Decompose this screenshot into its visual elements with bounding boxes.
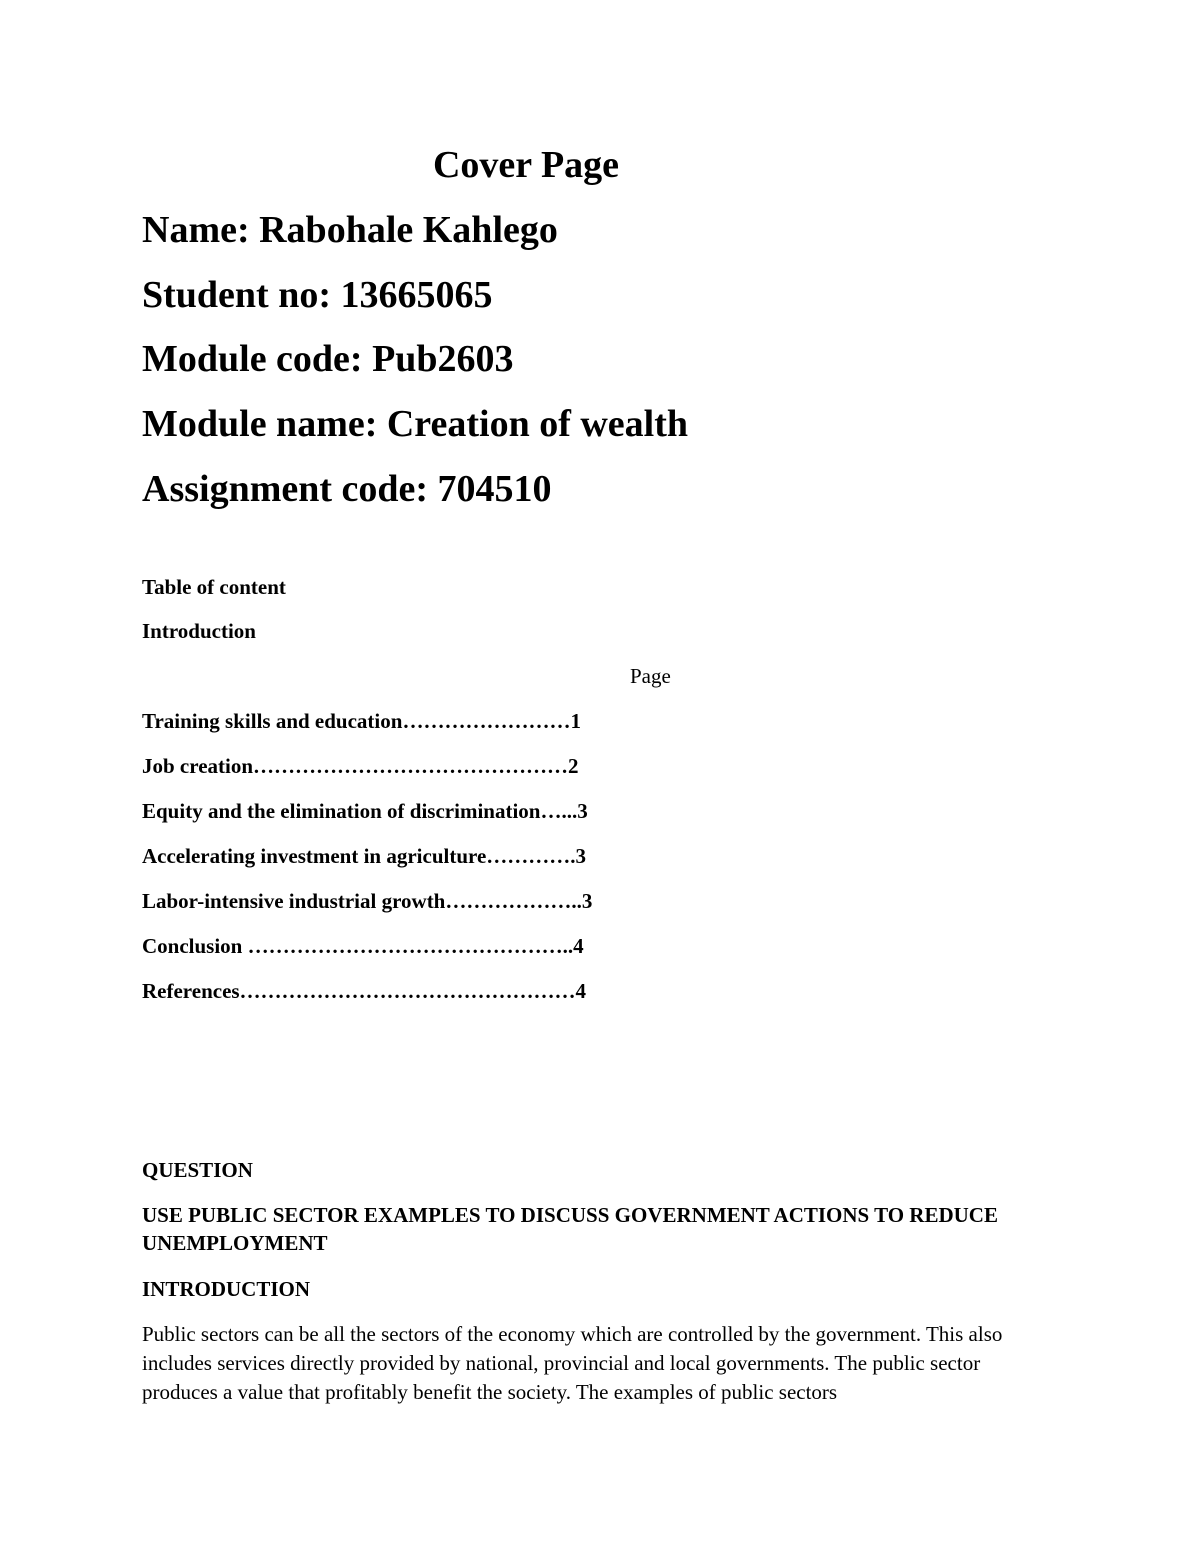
toc-entry: Job creation………………………………………2 xyxy=(142,754,579,778)
cover-title: Cover Page xyxy=(432,144,620,186)
introduction-paragraph: Public sectors can be all the sectors of the economy which are controlled by the government. This also includes services directly provided by national, provincial and local governments. The public sector produces a value that profitably benefit the society. The examples of public sectors xyxy=(142,1322,1003,1404)
student-number: Student no: 13665065 xyxy=(142,274,493,316)
toc-heading: Table of content xyxy=(142,575,286,599)
question-label: QUESTION xyxy=(142,1158,253,1182)
module-name: Module name: Creation of wealth xyxy=(142,403,689,445)
assignment-code: Assignment code: 704510 xyxy=(142,468,552,510)
question-text: USE PUBLIC SECTOR EXAMPLES TO DISCUSS GOVERNMENT ACTIONS TO REDUCE UNEMPLOYMENT xyxy=(142,1203,998,1255)
toc-entry: Training skills and education……………………1 xyxy=(142,709,581,733)
toc-entry: Conclusion ………………………………………..4 xyxy=(142,934,584,958)
module-code: Module code: Pub2603 xyxy=(142,338,514,380)
toc-page-label: Page xyxy=(630,664,671,688)
toc-entry: Labor-intensive industrial growth………………..3 xyxy=(142,889,593,913)
toc-entry: Equity and the elimination of discrimination…...3 xyxy=(142,799,588,823)
toc-entry: References…………………………………………4 xyxy=(142,979,587,1003)
introduction-label: INTRODUCTION xyxy=(142,1277,311,1301)
student-name: Name: Rabohale Kahlego xyxy=(142,209,558,251)
toc-introduction: Introduction xyxy=(142,619,256,643)
toc-entry: Accelerating investment in agriculture………….3 xyxy=(142,844,587,868)
